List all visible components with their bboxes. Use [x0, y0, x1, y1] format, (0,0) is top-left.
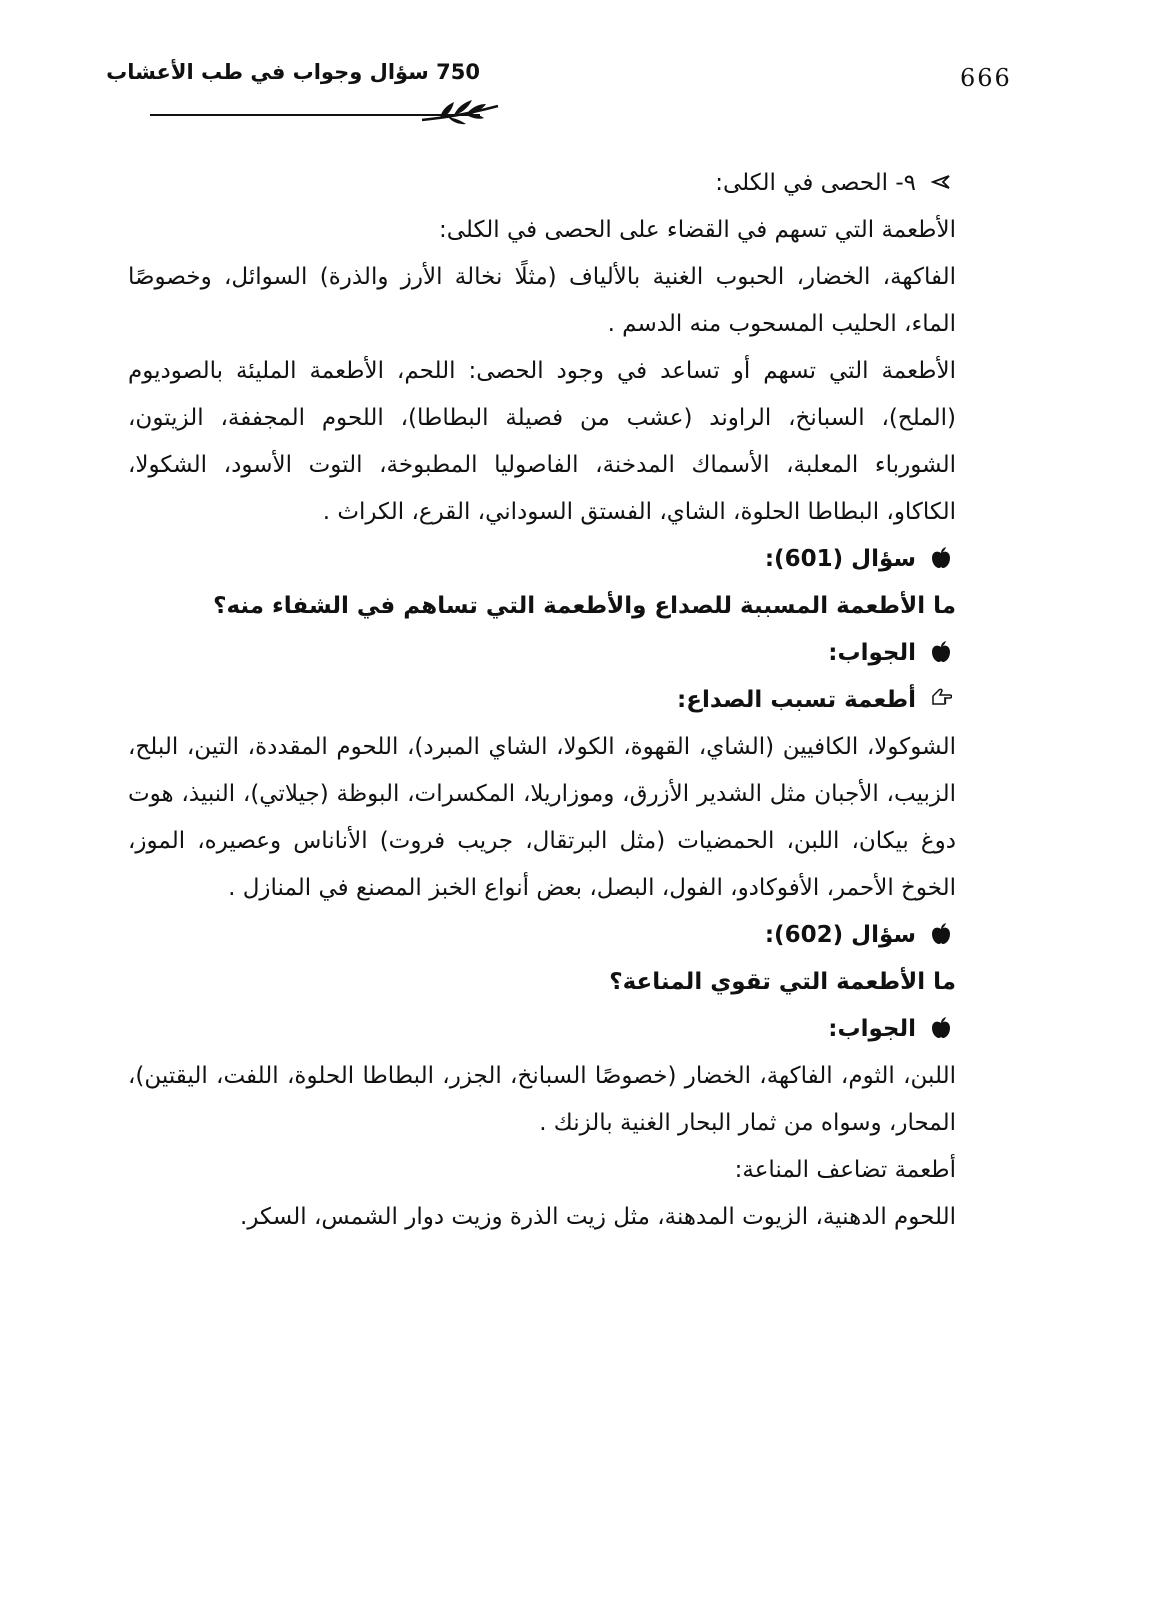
- helpful-foods-text: الفاكهة، الخضار، الحبوب الغنية بالألياف (مثلًا نخالة الأرز والذرة) السوائل، وخصوصًا الماء، الحليب المسحوب منه الدسم .: [128, 264, 956, 337]
- question-602-label-row: [128, 912, 1000, 959]
- apple-icon: [926, 536, 956, 583]
- section-heading: [128, 160, 1000, 207]
- question-601-label: سؤال (601):: [764, 546, 916, 572]
- book-title: 750 سؤال وجواب في طب الأعشاب: [106, 60, 480, 84]
- question-602-text: ما الأطعمة التي تقوي المناعة؟: [609, 969, 956, 995]
- answer-602-label-row: [128, 1006, 1000, 1053]
- immunity-foods-text: اللبن، الثوم، الفاكهة، الخضار (خصوصًا السبانخ، الجزر، البطاطا الحلوة، اللفت، اليقتين)، المحار، وسواه من ثمار البحار الغنية بالزنك .: [128, 1063, 956, 1136]
- headache-foods-text: الشوكولا، الكافيين (الشاي، القهوة، الكولا، الشاي المبرد)، اللحوم المقددة، التين، البلح، الزبيب، الأجبان مثل الشدير الأزرق، وموزاريلا، المكسرات، البوظة (جيلاتي)، النبيذ، هوت دوغ بيكان، اللبن، الحمضيات (مثل البرتقال، جريب فروت) الأناناس وعصيره، الموز، الخوخ الأحمر، الأفوكادو، الفول، البصل، بعض أنواع الخبز المصنع في المنازل .: [128, 734, 956, 901]
- running-header: [106, 60, 1012, 130]
- helpful-foods-title: الأطعمة التي تسهم في القضاء على الحصى في الكلى:: [439, 217, 956, 243]
- page-content: [128, 160, 1000, 1241]
- kidney-stones-heading: ٩- الحصى في الكلى:: [715, 170, 916, 196]
- leaf-ornament-icon: [420, 98, 500, 128]
- answer-601-label: الجواب:: [828, 640, 916, 666]
- answer-602-label: الجواب:: [828, 1016, 916, 1042]
- arrowhead-icon: [926, 160, 956, 207]
- headache-foods-heading: أطعمة تسبب الصداع:: [677, 687, 916, 713]
- harmful-foods-text: الأطعمة التي تسهم أو تساعد في وجود الحصى: اللحم، الأطعمة المليئة بالصوديوم (الملح)، السبانخ، الراوند (عشب من فصيلة البطاطا)، اللحوم المجففة، الزيتون، الشورباء المعلبة، الأسماك المدخنة، الفاصوليا المطبوخة، التوت الأسود، الشكولا، الكاكاو، البطاطا الحلوة، الشاي، الفستق السوداني، القرع، الكراث .: [128, 358, 956, 525]
- immunity-reducing-heading: أطعمة تضاعف المناعة:: [734, 1157, 956, 1183]
- question-602-label: سؤال (602):: [764, 922, 916, 948]
- question-601-label-row: [128, 536, 1000, 583]
- apple-icon: [926, 630, 956, 677]
- question-601-text: ما الأطعمة المسببة للصداع والأطعمة التي تساهم في الشفاء منه؟: [213, 593, 956, 619]
- apple-icon: [926, 912, 956, 959]
- headache-foods-heading-row: [128, 677, 1000, 724]
- apple-icon: [926, 1006, 956, 1053]
- answer-601-label-row: [128, 630, 1000, 677]
- hand-pointer-icon: [926, 677, 956, 724]
- immunity-reducing-text: اللحوم الدهنية، الزيوت المدهنة، مثل زيت الذرة وزيت دوار الشمس، السكر.: [240, 1204, 956, 1230]
- page-number: 666: [960, 64, 1012, 92]
